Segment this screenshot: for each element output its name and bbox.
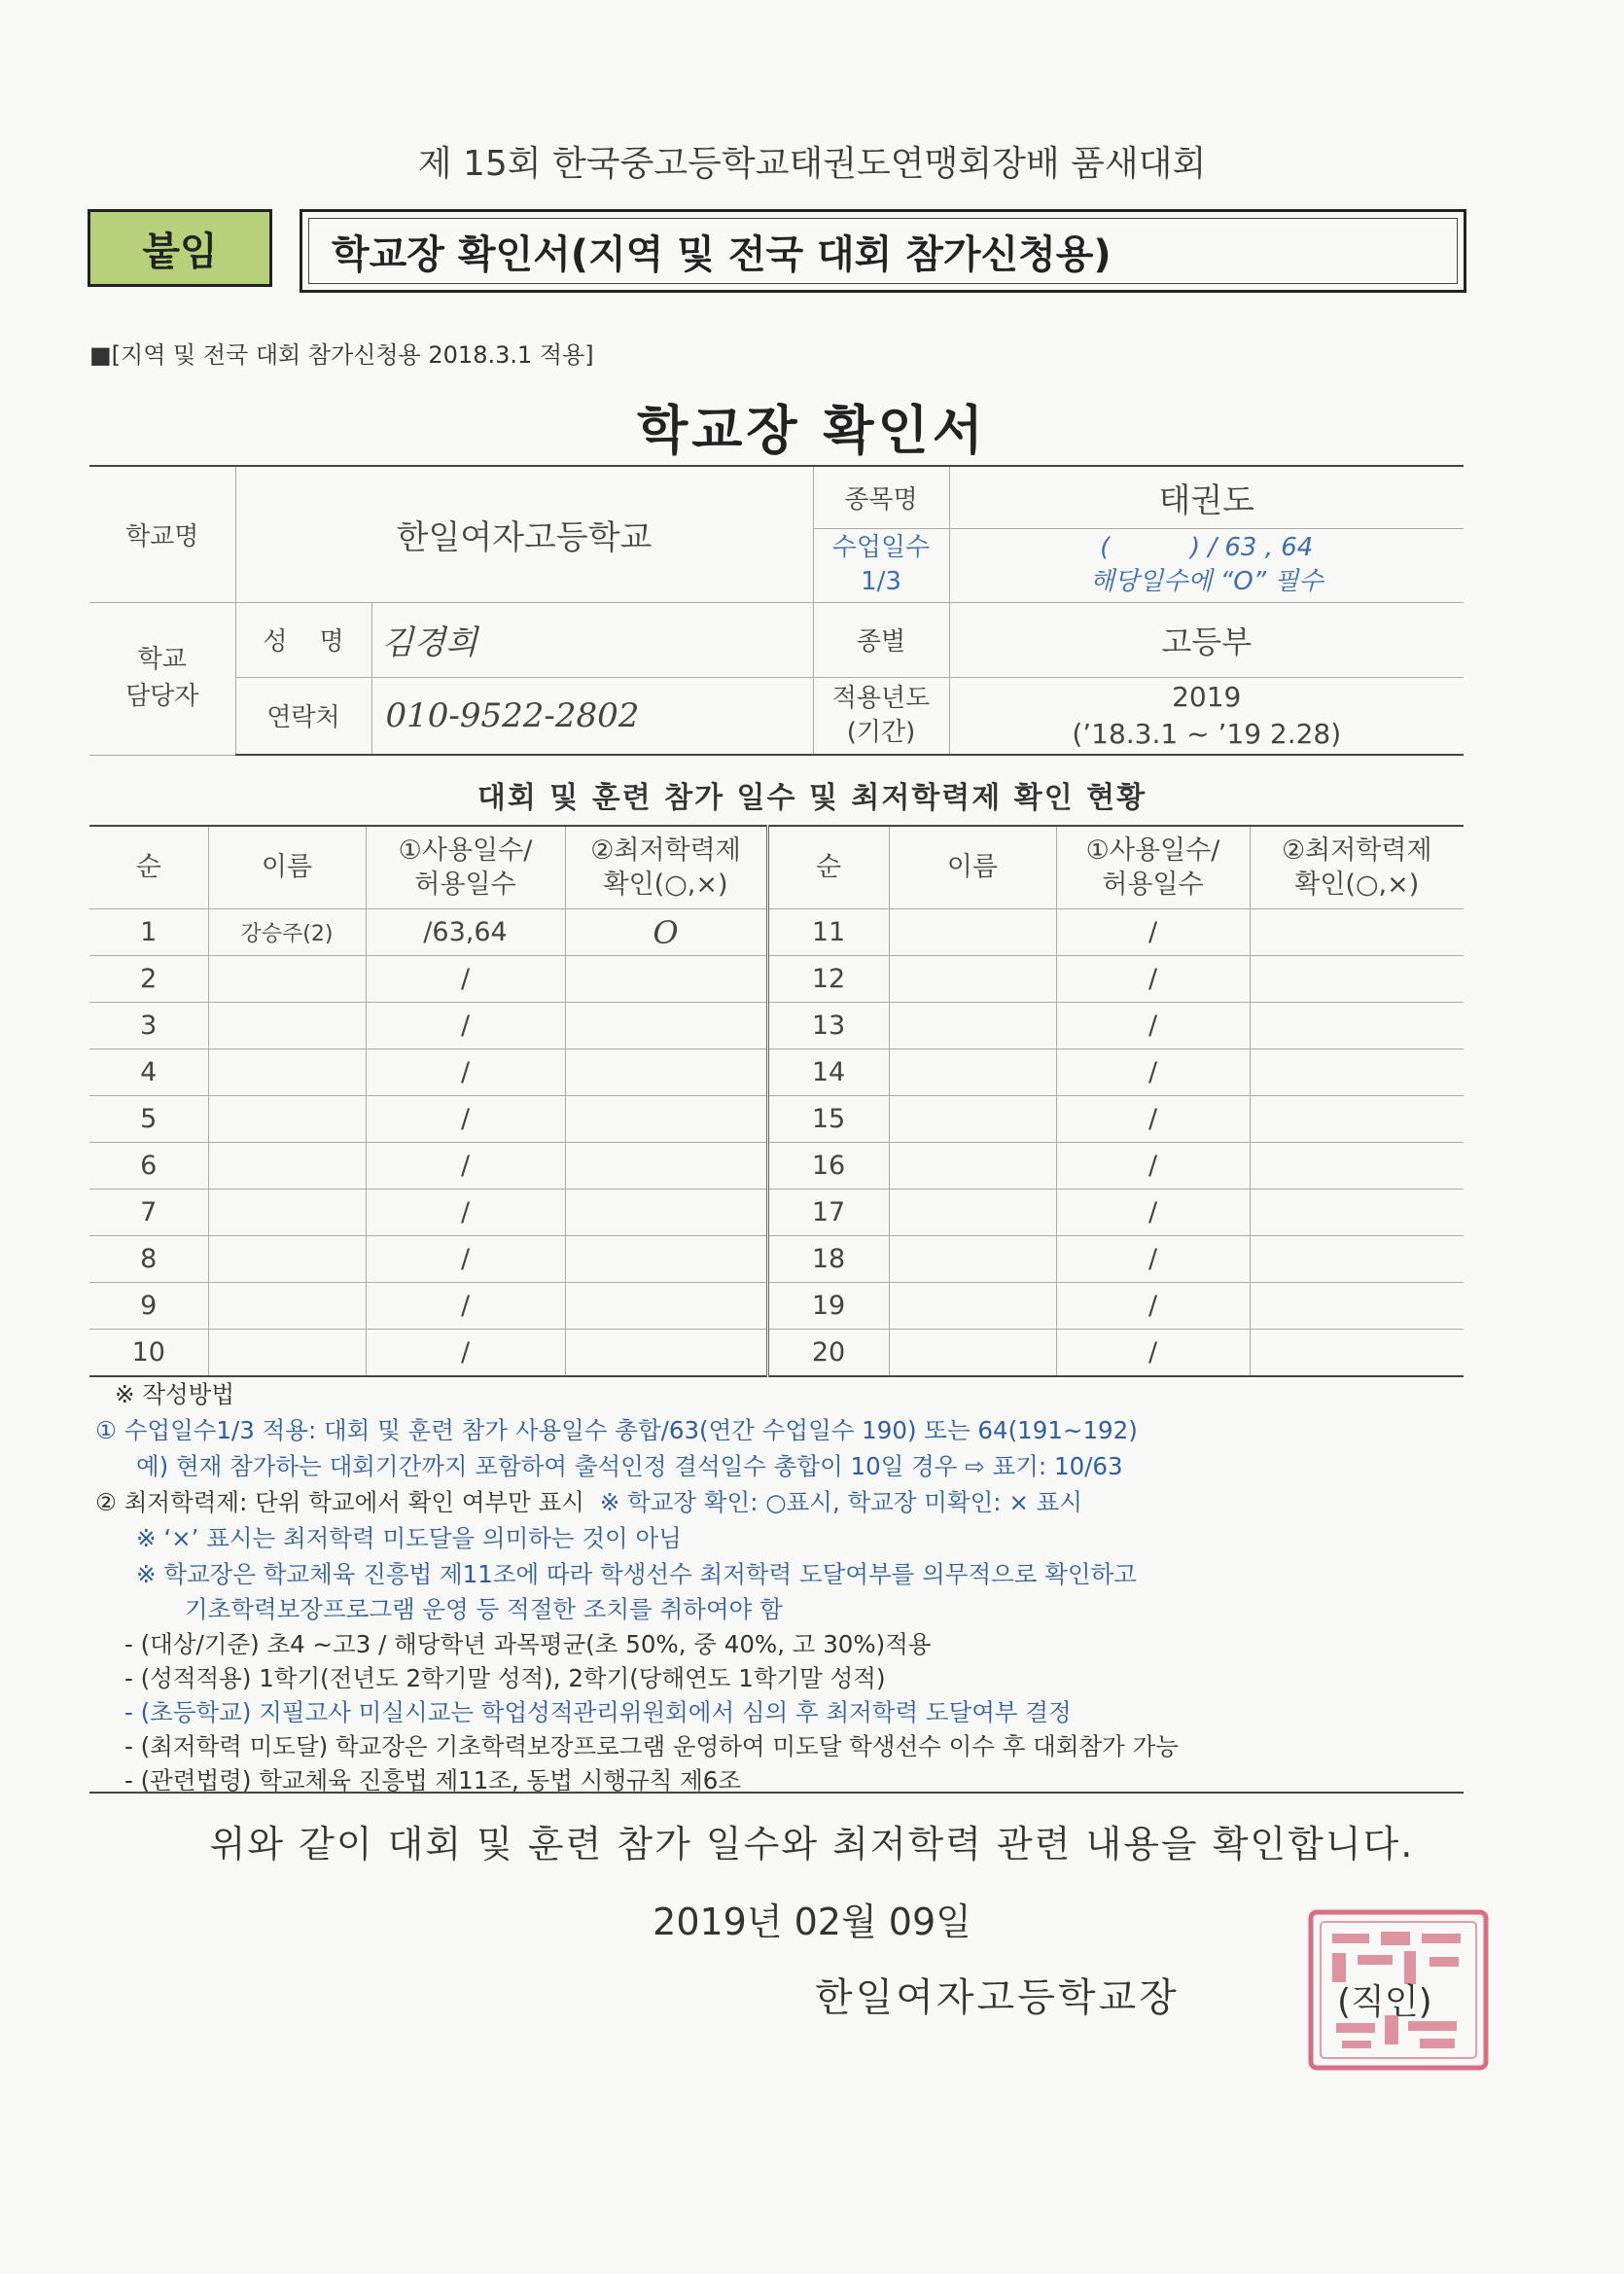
row-days: / bbox=[366, 1143, 565, 1190]
year-value bbox=[949, 677, 1464, 755]
table-row bbox=[89, 1190, 1464, 1236]
info-table bbox=[89, 465, 1464, 756]
confirm-statement: 위와 같이 대회 및 훈련 참가 일수와 최저학력 관련 내용을 확인합니다. bbox=[209, 1823, 1415, 1865]
row-no: 8 bbox=[89, 1236, 208, 1283]
row-days-right: / bbox=[1056, 909, 1250, 956]
row-no: 10 bbox=[89, 1330, 208, 1377]
section-title: 대회 및 훈련 참가 일수 및 최저학력제 확인 현황 bbox=[477, 781, 1147, 815]
row-name-right bbox=[889, 956, 1056, 1003]
participation-table bbox=[89, 825, 1464, 1377]
note-2a-blue: ※ 학교장 확인: ○표시, 학교장 미확인: × 표시 bbox=[599, 1488, 1082, 1516]
header-days-right bbox=[1056, 826, 1250, 909]
manager-label-line1: 학교 bbox=[137, 644, 187, 674]
header-days bbox=[366, 826, 565, 909]
name-value: 김경희 bbox=[371, 602, 813, 677]
row-check bbox=[565, 1096, 767, 1143]
header-title: 학교장 확인서(지역 및 전국 대회 참가신청용) bbox=[332, 231, 1112, 277]
row-name bbox=[208, 1190, 366, 1236]
row-days: /63,64 bbox=[366, 909, 565, 956]
row-days-right: / bbox=[1056, 1096, 1250, 1143]
row-name-right bbox=[889, 1003, 1056, 1049]
header-check-line1: ②최저학력제 bbox=[590, 835, 741, 866]
header-no-right: 순 bbox=[767, 826, 889, 909]
header-check-right-line1: ②최저학력제 bbox=[1281, 835, 1432, 866]
note-1a: ① 수업일수1/3 적용: 대회 및 훈련 참가 사용일수 총합/63(연간 수업일수 190) 또는 64(191~192) bbox=[95, 1416, 1138, 1444]
notes-heading: ※ 작성방법 bbox=[115, 1380, 234, 1408]
detail-2: - (성적적용) 1학기(전년도 2학기말 성적), 2학기(당해연도 1학기말 성적) bbox=[124, 1664, 886, 1692]
note-2a bbox=[95, 1484, 1082, 1518]
row-check: O bbox=[565, 909, 767, 956]
row-name bbox=[208, 1143, 366, 1190]
days-label-line2: 1/3 bbox=[861, 567, 901, 596]
row-name-right bbox=[889, 1283, 1056, 1330]
row-days-right: / bbox=[1056, 1330, 1250, 1377]
row-days-right: / bbox=[1056, 1190, 1250, 1236]
row-name bbox=[208, 956, 366, 1003]
principal-title: 한일여자고등학교장 bbox=[815, 1975, 1180, 2020]
detail-3: - (초등학교) 지필고사 미실시교는 학업성적관리위원회에서 심의 후 최저학력 도달여부 결정 bbox=[124, 1698, 1072, 1726]
year-label-line2: (기간) bbox=[846, 717, 916, 747]
manager-label bbox=[89, 602, 235, 755]
row-name: 강승주(2) bbox=[208, 909, 366, 956]
table-row bbox=[89, 956, 1464, 1003]
row-name bbox=[208, 1003, 366, 1049]
table-row bbox=[89, 1236, 1464, 1283]
row-name-right bbox=[889, 1143, 1056, 1190]
header-name: 이름 bbox=[208, 826, 366, 909]
header-days-line1: ①사용일수/ bbox=[398, 835, 533, 866]
apply-note: ■[지역 및 전국 대회 참가신청용 2018.3.1 적용] bbox=[89, 341, 594, 369]
note-3: ※ ‘×’ 표시는 최저학력 미도달을 의미하는 것이 아님 bbox=[136, 1524, 682, 1552]
detail-1: - (대상/기준) 초4 ~고3 / 해당학년 과목평균(초 50%, 중 40%, 고 30%)적용 bbox=[124, 1630, 932, 1658]
table-row bbox=[89, 1283, 1464, 1330]
row-check bbox=[565, 1236, 767, 1283]
row-check-right bbox=[1250, 909, 1464, 956]
row-name-right bbox=[889, 1236, 1056, 1283]
row-no-right: 13 bbox=[767, 1003, 889, 1049]
header-days-line2: 허용일수 bbox=[414, 870, 516, 900]
row-no-right: 14 bbox=[767, 1049, 889, 1096]
header-check-right-line2: 확인(○,×) bbox=[1294, 870, 1420, 900]
table-row bbox=[89, 1330, 1464, 1377]
year-label-line1: 적용년도 bbox=[831, 683, 931, 713]
row-name bbox=[208, 1330, 366, 1377]
header-check-right bbox=[1250, 826, 1464, 909]
row-name bbox=[208, 1283, 366, 1330]
row-no: 4 bbox=[89, 1049, 208, 1096]
row-check bbox=[565, 1003, 767, 1049]
row-check-right bbox=[1250, 1283, 1464, 1330]
header-days-right-line2: 허용일수 bbox=[1102, 870, 1204, 900]
row-days: / bbox=[366, 1049, 565, 1096]
row-no-right: 17 bbox=[767, 1190, 889, 1236]
row-check-right bbox=[1250, 1049, 1464, 1096]
row-name bbox=[208, 1236, 366, 1283]
days-label-line1: 수업일수 bbox=[831, 532, 931, 562]
row-name-right bbox=[889, 909, 1056, 956]
header-inner-border bbox=[308, 218, 1458, 284]
header-box bbox=[300, 209, 1466, 293]
contact-value: 010-9522-2802 bbox=[371, 677, 813, 755]
row-name-right bbox=[889, 1096, 1056, 1143]
row-check bbox=[565, 1283, 767, 1330]
table-row bbox=[89, 1096, 1464, 1143]
row-check-right bbox=[1250, 1236, 1464, 1283]
row-days-right: / bbox=[1056, 1143, 1250, 1190]
table-row bbox=[89, 1049, 1464, 1096]
event-label: 종목명 bbox=[813, 466, 949, 528]
note-4a: ※ 학교장은 학교체육 진흥법 제11조에 따라 학생선수 최저학력 도달여부를 의무적으로 확인하고 bbox=[136, 1560, 1137, 1588]
row-name bbox=[208, 1049, 366, 1096]
row-days: / bbox=[366, 1330, 565, 1377]
row-days-right: / bbox=[1056, 1236, 1250, 1283]
doc-title: 학교장 확인서 bbox=[637, 400, 987, 461]
row-check-right bbox=[1250, 956, 1464, 1003]
row-no: 2 bbox=[89, 956, 208, 1003]
days-value-line1: ( ) / 63 , 64 bbox=[1100, 532, 1314, 562]
event-title: 제 15회 한국중고등학교태권도연맹회장배 품새대회 bbox=[417, 144, 1207, 184]
row-check bbox=[565, 1330, 767, 1377]
header-check bbox=[565, 826, 767, 909]
detail-4: - (최저학력 미도달) 학교장은 기초학력보장프로그램 운영하여 미도달 학생선수 이수 후 대회참가 가능 bbox=[124, 1732, 1179, 1760]
row-no: 1 bbox=[89, 909, 208, 956]
row-no-right: 19 bbox=[767, 1283, 889, 1330]
row-no: 7 bbox=[89, 1190, 208, 1236]
detail-5: - (관련법령) 학교체육 진흥법 제11조, 동법 시행규칙 제6조 bbox=[124, 1766, 742, 1794]
row-check bbox=[565, 956, 767, 1003]
table-row bbox=[89, 1143, 1464, 1190]
event-value: 태권도 bbox=[949, 466, 1464, 528]
header-days-right-line1: ①사용일수/ bbox=[1085, 835, 1220, 866]
row-no-right: 18 bbox=[767, 1236, 889, 1283]
row-days: / bbox=[366, 1096, 565, 1143]
header-name-right: 이름 bbox=[889, 826, 1056, 909]
days-value bbox=[949, 528, 1464, 602]
seal-label: (직인) bbox=[1337, 1982, 1432, 2022]
row-name-right bbox=[889, 1190, 1056, 1236]
row-check bbox=[565, 1143, 767, 1190]
school-value: 한일여자고등학교 bbox=[235, 466, 813, 602]
row-days: / bbox=[366, 1003, 565, 1049]
name-label: 성 명 bbox=[235, 602, 371, 677]
school-label: 학교명 bbox=[89, 466, 235, 602]
year-value-line2: (’18.3.1 ~ ’19 2.28) bbox=[1072, 717, 1342, 750]
table-row bbox=[89, 909, 1464, 956]
note-2a-plain: ② 최저학력제: 단위 학교에서 확인 여부만 표시 bbox=[95, 1488, 584, 1516]
row-check bbox=[565, 1049, 767, 1096]
row-no: 9 bbox=[89, 1283, 208, 1330]
header-no: 순 bbox=[89, 826, 208, 909]
header-check-line2: 확인(○,×) bbox=[603, 870, 728, 900]
row-check-right bbox=[1250, 1190, 1464, 1236]
row-no-right: 12 bbox=[767, 956, 889, 1003]
year-value-line1: 2019 bbox=[1172, 680, 1242, 713]
contact-label: 연락처 bbox=[235, 677, 371, 755]
row-check bbox=[565, 1190, 767, 1236]
row-no-right: 20 bbox=[767, 1330, 889, 1377]
row-days-right: / bbox=[1056, 1003, 1250, 1049]
row-days: / bbox=[366, 1283, 565, 1330]
note-4b: 기초학력보장프로그램 운영 등 적절한 조치를 취하여야 함 bbox=[185, 1595, 783, 1623]
row-no-right: 11 bbox=[767, 909, 889, 956]
row-days-right: / bbox=[1056, 1049, 1250, 1096]
row-no-right: 16 bbox=[767, 1143, 889, 1190]
row-days: / bbox=[366, 956, 565, 1003]
row-check-right bbox=[1250, 1003, 1464, 1049]
row-days: / bbox=[366, 1236, 565, 1283]
row-no: 6 bbox=[89, 1143, 208, 1190]
row-name bbox=[208, 1096, 366, 1143]
row-name-right bbox=[889, 1049, 1056, 1096]
category-label: 종별 bbox=[813, 602, 949, 677]
row-no: 5 bbox=[89, 1096, 208, 1143]
row-check-right bbox=[1250, 1096, 1464, 1143]
row-no: 3 bbox=[89, 1003, 208, 1049]
category-value: 고등부 bbox=[949, 602, 1464, 677]
notes-bottom-rule bbox=[89, 1792, 1464, 1794]
year-label bbox=[813, 677, 949, 755]
row-days-right: / bbox=[1056, 956, 1250, 1003]
row-check-right bbox=[1250, 1330, 1464, 1377]
table-row bbox=[89, 1003, 1464, 1049]
table-header-row bbox=[89, 826, 1464, 909]
attachment-badge: 붙임 bbox=[88, 209, 272, 287]
row-no-right: 15 bbox=[767, 1096, 889, 1143]
note-1b: 예) 현재 참가하는 대회기간까지 포함하여 출석인정 결석일수 총합이 10일 경우 ⇨ 표기: 10/63 bbox=[136, 1452, 1123, 1480]
row-check-right bbox=[1250, 1143, 1464, 1190]
row-name-right bbox=[889, 1330, 1056, 1377]
issue-date: 2019년 02월 09일 bbox=[653, 1901, 971, 1943]
manager-label-line2: 담당자 bbox=[125, 681, 199, 711]
days-label bbox=[813, 528, 949, 602]
row-days: / bbox=[366, 1190, 565, 1236]
row-days-right: / bbox=[1056, 1283, 1250, 1330]
days-value-line2: 해당일수에 “O” 필수 bbox=[1089, 567, 1324, 596]
